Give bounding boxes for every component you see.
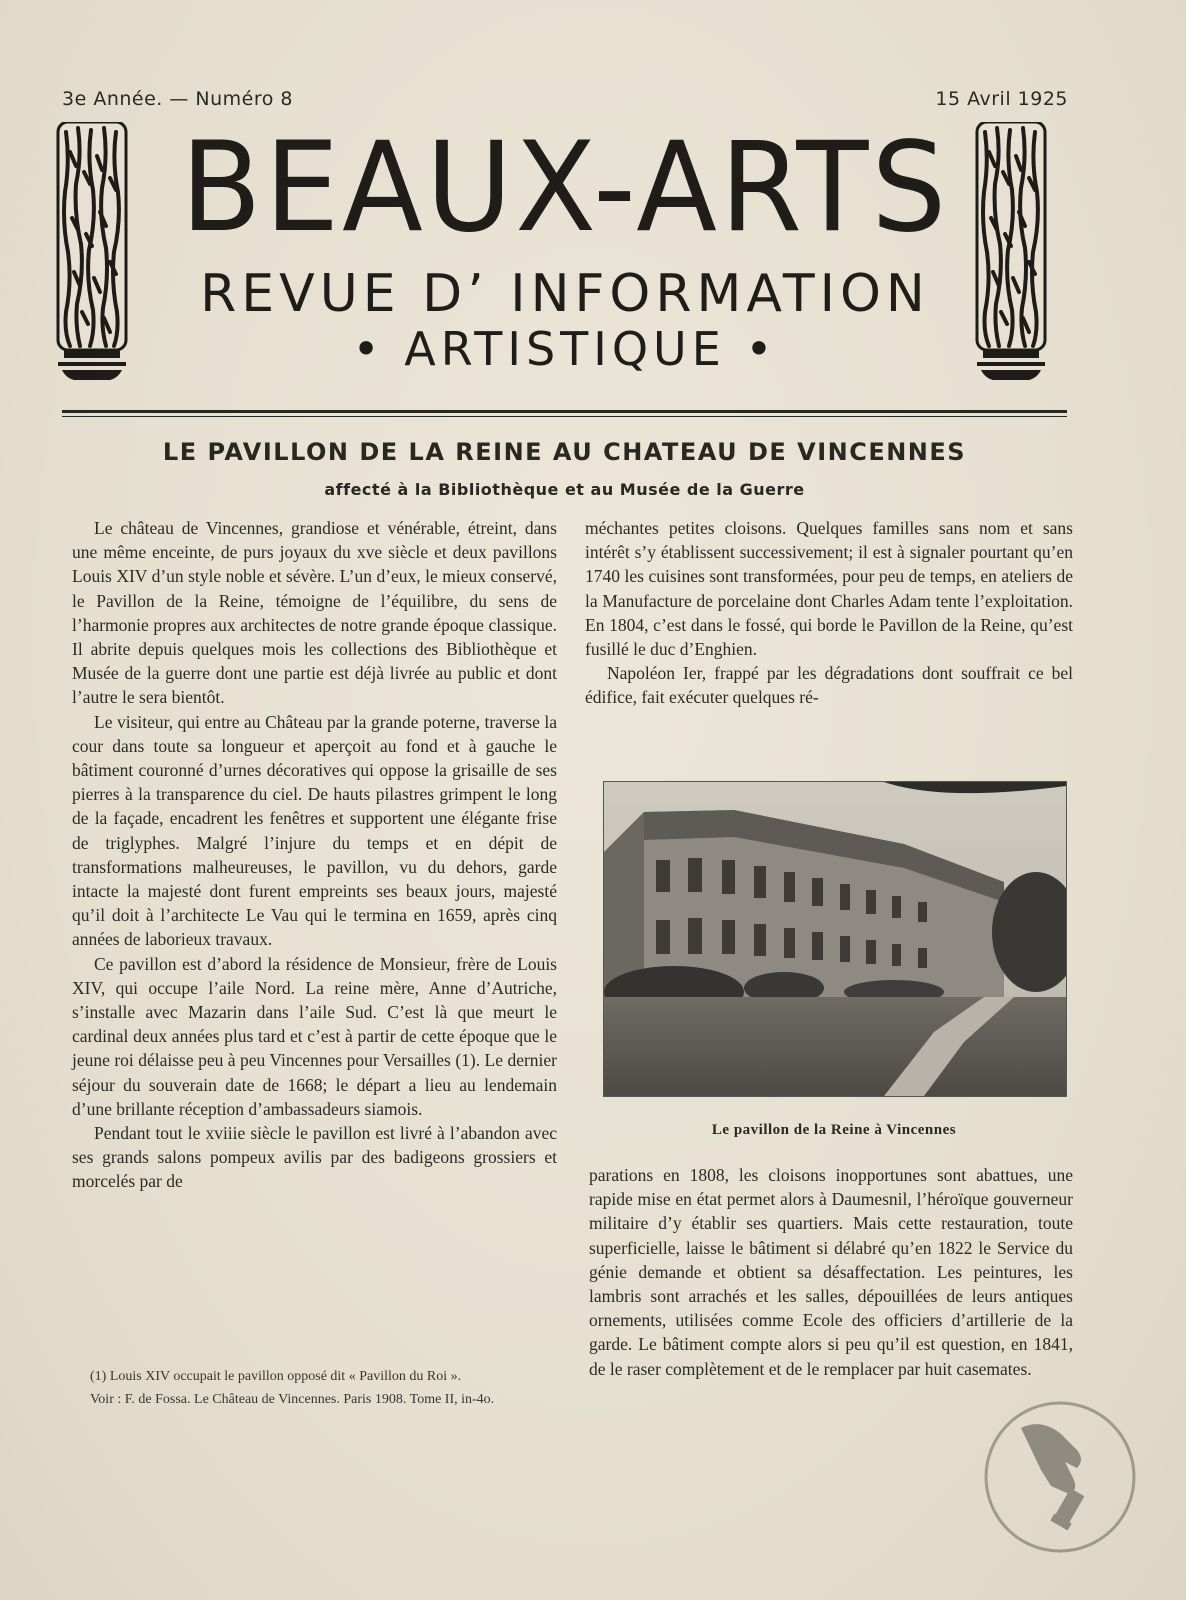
photo-caption: Le pavillon de la Reine à Vincennes: [711, 1122, 957, 1138]
issue-number: 3e Année. — Numéro 8: [62, 88, 293, 110]
article-title: LE PAVILLON DE LA REINE AU CHATEAU DE VINCENNES: [162, 438, 967, 466]
footnotes: [72, 1367, 557, 1413]
library-stamp-icon: [981, 1398, 1139, 1556]
paragraph: Ce pavillon est d’abord la résidence de Monsieur, frère de Louis XIV, qui occupe l’aile Nord. La reine mère, Anne d’Autriche, s’installe avec Mazarin dans l’aile Sud. C’est là que meurt le cardinal deux années plus tard et c’est à partir de cette époque que le jeune roi délaisse peu à peu Vincennes pour Versailles (1). Le dernier séjour du souverain date de 1668; le départ a lieu au lendemain d’une brillante réception d’ambassadeurs siamois.: [72, 953, 557, 1119]
masthead-title: BEAUX-ARTS: [180, 114, 950, 260]
footnote: Voir : F. de Fossa. Le Château de Vincennes. Paris 1908. Tome II, in-4o.: [90, 1392, 495, 1407]
issue-date: 15 Avril 1925: [935, 88, 1068, 110]
ornament-vase-right-icon: [975, 122, 1047, 384]
paragraph: Le château de Vincennes, grandiose et vénérable, étreint, dans une même enceinte, de purs joyaux du xve siècle et deux pavillons Louis XIV d’un style noble et sévère. L’un d’eux, le mieux conservé, le Pavillon de la Reine, témoigne de l’équilibre, du sens de l’harmonie propres aux architectes de notre grande époque classique. Il abrite depuis quelques mois les collections des Bibliothèque et Musée de la guerre dont une partie est déjà livrée au public et dont l’autre le sera bientôt.: [72, 518, 557, 708]
masthead-subtitle-artistique: • ARTISTIQUE •: [352, 322, 778, 376]
right-column-bottom: [589, 1163, 1073, 1381]
right-column-top: [585, 516, 1073, 710]
paragraph: méchantes petites cloisons. Quelques familles sans nom et sans intérêt s’y établissent successivement; il est à signaler pourtant qu’en 1740 les cuisines sont transformées, pour peu de temps, en ateliers de la Manufacture de porcelaine dont Charles Adam tente l’exploitation. En 1804, c’est dans le fossé, qui borde le Pavillon de la Reine, qu’est fusillé le duc d’Enghien.: [585, 518, 1073, 660]
paragraph: Pendant tout le xviiie siècle le pavillon est livré à l’abandon avec ses grands salons pompeux avilis par des badigeons grossiers et morcelés par de: [72, 1123, 557, 1192]
masthead-subtitle: REVUE D’ INFORMATION: [200, 264, 930, 324]
ornament-vase-left-icon: [56, 122, 128, 384]
header-rule-thin: [62, 416, 1067, 417]
header-rule-thick: [62, 410, 1067, 413]
pavillon-photo: [603, 781, 1067, 1097]
paragraph: Napoléon Ier, frappé par les dégradations dont souffrait ce bel édifice, fait exécuter quelques ré-: [585, 663, 1073, 708]
paragraph: Le visiteur, qui entre au Château par la grande poterne, traverse la cour dans toute sa longueur et aperçoit au fond et à gauche le bâtiment couronné d’urnes décoratives qui oppose la grisaille de ses pierres à la transparence du ciel. De hauts pilastres grimpent le long de la façade, encadrent les fenêtres et supportent une élégante frise de triglyphes. Malgré l’injure du temps et en dépit de transformations malheureuses, le pavillon, vu du dehors, garde intacte la majesté dont furent empreints ses beaux jours, majesté qu’il doit à l’architecte Le Vau qui le termina en 1659, après cinq années de laborieux travaux.: [72, 711, 557, 950]
left-column: [72, 516, 557, 1194]
paragraph: parations en 1808, les cloisons inopportunes sont abattues, une rapide mise en état permet alors à Daumesnil, l’héroïque gouverneur militaire d’y établir ses quartiers. Mais cette restauration, toute superficielle, laisse le bâtiment si délabré qu’en 1822 le Service du génie demande et obtient sa désaffectation. Les peintures, les lambris sont arrachés et les salles, dépouillées de leurs antiques ornements, utilisées comme Ecole des officiers d’artillerie de la garde. Le bâtiment compte alors si peu qu’il est question, en 1841, de le raser complètement et de le remplacer par huit casemates.: [589, 1165, 1073, 1379]
footnote: (1) Louis XIV occupait le pavillon opposé dit « Pavillon du Roi ».: [90, 1369, 462, 1384]
article-subtitle: affecté à la Bibliothèque et au Musée de la Guerre: [324, 480, 805, 499]
